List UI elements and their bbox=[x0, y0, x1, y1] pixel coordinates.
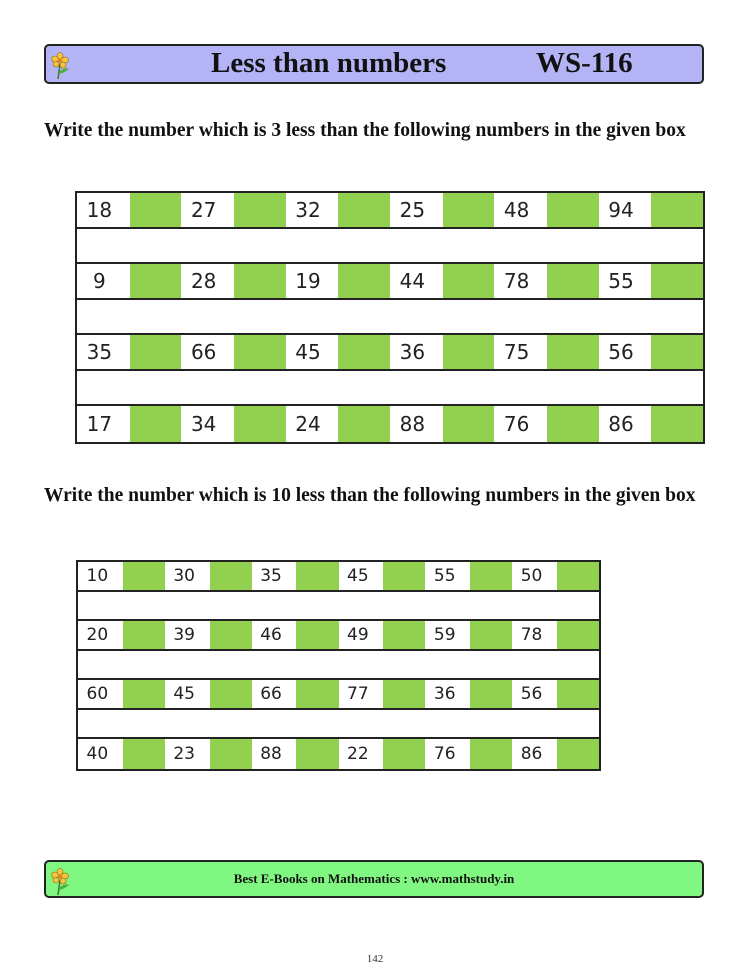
given-number: 60 bbox=[78, 680, 123, 708]
header-banner bbox=[44, 44, 704, 84]
given-number: 45 bbox=[165, 680, 210, 708]
given-number: 34 bbox=[181, 406, 234, 442]
given-number: 22 bbox=[339, 739, 384, 769]
answer-box[interactable] bbox=[296, 680, 338, 708]
given-number: 36 bbox=[425, 680, 470, 708]
given-number: 59 bbox=[425, 621, 470, 649]
answer-box[interactable] bbox=[383, 739, 425, 769]
spacer-row bbox=[78, 592, 599, 622]
answer-box[interactable] bbox=[210, 680, 252, 708]
spacer-row bbox=[77, 300, 703, 336]
answer-box[interactable] bbox=[210, 562, 252, 590]
section2-grid bbox=[76, 560, 601, 771]
given-number: 35 bbox=[252, 562, 297, 590]
worksheet-code: WS-116 bbox=[536, 47, 633, 79]
section1-instruction: Write the number which is 3 less than the following numbers in the given box bbox=[44, 120, 686, 141]
given-number: 78 bbox=[512, 621, 557, 649]
given-number: 30 bbox=[165, 562, 210, 590]
answer-box[interactable] bbox=[210, 621, 252, 649]
given-number: 10 bbox=[78, 562, 123, 590]
answer-box[interactable] bbox=[557, 680, 599, 708]
answer-box[interactable] bbox=[296, 562, 338, 590]
given-number: 24 bbox=[286, 406, 339, 442]
answer-box[interactable] bbox=[443, 264, 495, 298]
answer-box[interactable] bbox=[383, 621, 425, 649]
given-number: 45 bbox=[286, 335, 339, 369]
answer-box[interactable] bbox=[338, 193, 390, 227]
page-number: 142 bbox=[366, 953, 384, 965]
answer-box[interactable] bbox=[234, 335, 286, 369]
answer-box[interactable] bbox=[547, 264, 599, 298]
given-number: 44 bbox=[390, 264, 443, 298]
worksheet-title: Less than numbers bbox=[211, 47, 447, 79]
given-number: 45 bbox=[339, 562, 384, 590]
answer-box[interactable] bbox=[470, 562, 512, 590]
answer-box[interactable] bbox=[443, 335, 495, 369]
answer-box[interactable] bbox=[234, 193, 286, 227]
spacer-row bbox=[77, 371, 703, 407]
number-row bbox=[77, 335, 703, 371]
footer-banner bbox=[44, 860, 704, 898]
given-number: 25 bbox=[390, 193, 443, 227]
given-number: 55 bbox=[425, 562, 470, 590]
spacer-row bbox=[78, 710, 599, 740]
answer-box[interactable] bbox=[123, 562, 165, 590]
number-row bbox=[78, 621, 599, 651]
given-number: 35 bbox=[77, 335, 130, 369]
given-number: 46 bbox=[252, 621, 297, 649]
spacer-row bbox=[78, 651, 599, 681]
answer-box[interactable] bbox=[296, 739, 338, 769]
given-number: 27 bbox=[181, 193, 234, 227]
answer-box[interactable] bbox=[383, 680, 425, 708]
given-number: 56 bbox=[512, 680, 557, 708]
number-row bbox=[77, 193, 703, 229]
answer-box[interactable] bbox=[130, 335, 182, 369]
given-number: 49 bbox=[339, 621, 384, 649]
answer-box[interactable] bbox=[338, 335, 390, 369]
answer-box[interactable] bbox=[130, 264, 182, 298]
answer-box[interactable] bbox=[130, 193, 182, 227]
given-number: 86 bbox=[599, 406, 652, 442]
answer-box[interactable] bbox=[234, 406, 286, 442]
given-number: 76 bbox=[494, 406, 547, 442]
answer-box[interactable] bbox=[296, 621, 338, 649]
answer-box[interactable] bbox=[123, 739, 165, 769]
given-number: 48 bbox=[494, 193, 547, 227]
answer-box[interactable] bbox=[443, 193, 495, 227]
answer-box[interactable] bbox=[443, 406, 495, 442]
section1-grid bbox=[75, 191, 705, 444]
answer-box[interactable] bbox=[547, 193, 599, 227]
footer-text: Best E-Books on Mathematics : www.mathstudy.in bbox=[233, 871, 515, 886]
answer-box[interactable] bbox=[651, 335, 703, 369]
given-number: 78 bbox=[494, 264, 547, 298]
given-number: 36 bbox=[390, 335, 443, 369]
given-number: 76 bbox=[425, 739, 470, 769]
given-number: 9 bbox=[77, 264, 130, 298]
given-number: 28 bbox=[181, 264, 234, 298]
given-number: 66 bbox=[181, 335, 234, 369]
given-number: 55 bbox=[599, 264, 652, 298]
given-number: 50 bbox=[512, 562, 557, 590]
number-row bbox=[77, 406, 703, 442]
answer-box[interactable] bbox=[123, 680, 165, 708]
answer-box[interactable] bbox=[338, 264, 390, 298]
number-row bbox=[77, 264, 703, 300]
answer-box[interactable] bbox=[651, 264, 703, 298]
given-number: 66 bbox=[252, 680, 297, 708]
section2-instruction: Write the number which is 10 less than the following numbers in the given box bbox=[44, 485, 696, 506]
answer-box[interactable] bbox=[547, 335, 599, 369]
answer-box[interactable] bbox=[547, 406, 599, 442]
answer-box[interactable] bbox=[123, 621, 165, 649]
spacer-row bbox=[77, 229, 703, 265]
given-number: 94 bbox=[599, 193, 652, 227]
number-row bbox=[78, 562, 599, 592]
given-number: 17 bbox=[77, 406, 130, 442]
given-number: 19 bbox=[286, 264, 339, 298]
given-number: 88 bbox=[252, 739, 297, 769]
given-number: 40 bbox=[78, 739, 123, 769]
given-number: 75 bbox=[494, 335, 547, 369]
answer-box[interactable] bbox=[651, 193, 703, 227]
given-number: 18 bbox=[77, 193, 130, 227]
number-row bbox=[78, 680, 599, 710]
answer-box[interactable] bbox=[470, 739, 512, 769]
answer-box[interactable] bbox=[470, 680, 512, 708]
given-number: 39 bbox=[165, 621, 210, 649]
answer-box[interactable] bbox=[651, 406, 703, 442]
answer-box[interactable] bbox=[383, 562, 425, 590]
answer-box[interactable] bbox=[557, 562, 599, 590]
given-number: 32 bbox=[286, 193, 339, 227]
answer-box[interactable] bbox=[470, 621, 512, 649]
answer-box[interactable] bbox=[557, 739, 599, 769]
answer-box[interactable] bbox=[338, 406, 390, 442]
given-number: 77 bbox=[339, 680, 384, 708]
answer-box[interactable] bbox=[557, 621, 599, 649]
given-number: 20 bbox=[78, 621, 123, 649]
answer-box[interactable] bbox=[210, 739, 252, 769]
given-number: 23 bbox=[165, 739, 210, 769]
given-number: 56 bbox=[599, 335, 652, 369]
flower-icon bbox=[50, 52, 72, 80]
answer-box[interactable] bbox=[130, 406, 182, 442]
answer-box[interactable] bbox=[234, 264, 286, 298]
given-number: 88 bbox=[390, 406, 443, 442]
number-row bbox=[78, 739, 599, 769]
given-number: 86 bbox=[512, 739, 557, 769]
